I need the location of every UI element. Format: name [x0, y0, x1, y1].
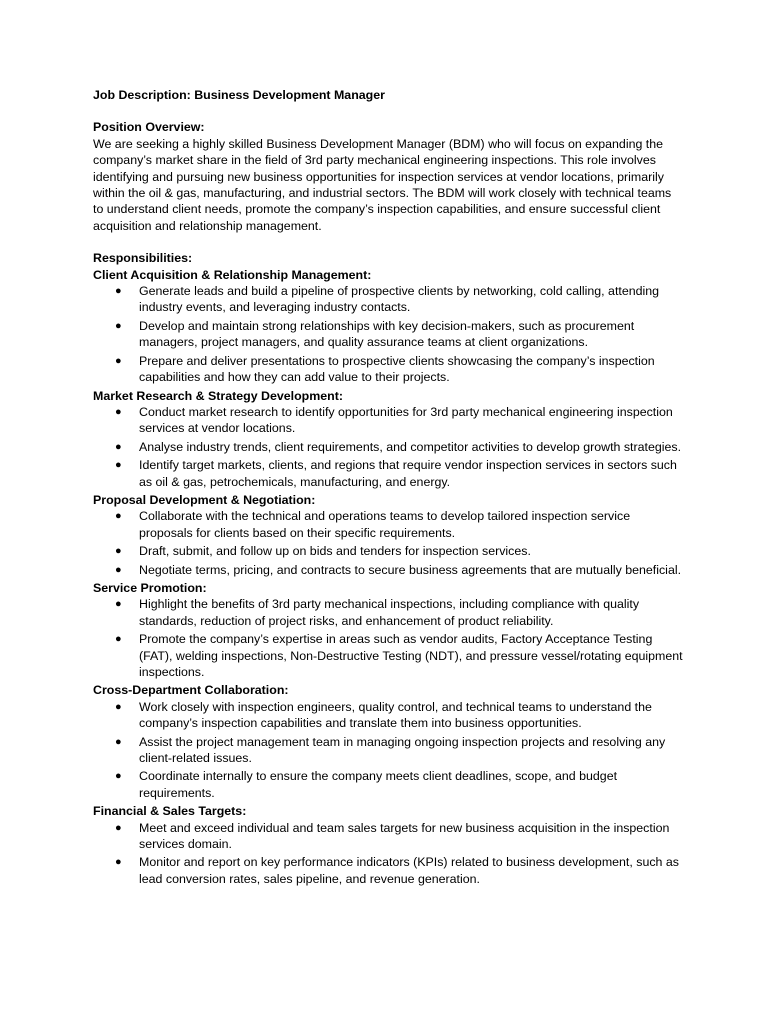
bullet-icon: ●: [115, 563, 122, 576]
list-item-text: Highlight the benefits of 3rd party mechanical inspections, including compliance with quality standards, reduction of project risks, and enhancement of product reliability.: [139, 597, 640, 628]
responsibility-sections: [93, 267, 683, 888]
list-item-text: Analyse industry trends, client requirements, and competitor activities to develop growth strategies.: [139, 439, 682, 454]
bullet-icon: ●: [115, 770, 122, 783]
bullet-icon: ●: [115, 405, 122, 418]
list-item-text: Monitor and report on key performance indicators (KPIs) related to business development, such as lead conversion rates, sales pipeline, and revenue generation.: [139, 855, 679, 886]
list-item: [93, 404, 683, 437]
section-heading: Market Research & Strategy Development:: [93, 388, 343, 403]
bullet-icon: ●: [115, 633, 122, 646]
list-item: [93, 820, 683, 853]
list-item-text: Collaborate with the technical and operations teams to develop tailored inspection service proposals for clients based on their specific requirements.: [139, 509, 631, 540]
section-heading: Cross-Department Collaboration:: [93, 683, 289, 698]
list-item-text: Assist the project management team in managing ongoing inspection projects and resolving any client-related issues.: [139, 734, 666, 766]
bullet-icon: ●: [115, 545, 122, 558]
bullet-icon: ●: [115, 440, 122, 453]
list-item-text: Work closely with inspection engineers, quality control, and technical teams to understand the company’s inspection capabilities and translate them into business opportunities.: [139, 699, 652, 731]
section-heading: Financial & Sales Targets:: [93, 804, 247, 819]
list-item-text: Develop and maintain strong relationships with key decision-makers, such as procurement managers, project managers, and quality assurance teams at client organizations.: [139, 318, 635, 350]
list-item-text: Promote the company’s expertise in areas such as vendor audits, Factory Acceptance Testing (FAT), welding inspections, Non-Destructive Testing (NDT), and pressure vessel/rotating equipment inspections.: [139, 632, 683, 679]
list-item: [93, 596, 683, 629]
bullet-icon: ●: [115, 459, 122, 472]
list-item: [93, 457, 683, 490]
list-item-text: Generate leads and build a pipeline of prospective clients by networking, cold calling, attending industry events, and leveraging industry contacts.: [139, 284, 660, 315]
list-item-text: Coordinate internally to ensure the company meets client deadlines, scope, and budget requirements.: [139, 769, 618, 800]
bullet-list: [93, 508, 683, 578]
list-item-text: Prepare and deliver presentations to prospective clients showcasing the company’s inspection capabilities and how they can add value to their projects.: [139, 353, 655, 385]
bullet-icon: ●: [115, 735, 122, 748]
list-item: [93, 508, 683, 541]
list-item: [93, 353, 683, 386]
bullet-icon: ●: [115, 821, 122, 834]
spacer: [93, 103, 683, 119]
bullet-icon: ●: [115, 598, 122, 611]
list-item: [93, 768, 683, 801]
list-item: [93, 543, 683, 559]
list-item: [93, 562, 683, 578]
list-item-text: Negotiate terms, pricing, and contracts to secure business agreements that are mutually beneficial.: [139, 562, 682, 577]
bullet-list: [93, 283, 683, 385]
list-item: [93, 734, 683, 767]
bullet-icon: ●: [115, 856, 122, 869]
overview-heading: Position Overview:: [93, 120, 205, 135]
list-item: [93, 631, 683, 680]
bullet-icon: ●: [115, 285, 122, 298]
bullet-icon: ●: [115, 700, 122, 713]
list-item: [93, 439, 683, 455]
list-item-text: Meet and exceed individual and team sales targets for new business acquisition in the inspection services domain.: [139, 820, 670, 852]
bullet-list: [93, 404, 683, 490]
list-item: [93, 283, 683, 316]
section-heading: Client Acquisition & Relationship Management:: [93, 267, 372, 282]
document-body: [93, 87, 683, 889]
bullet-icon: ●: [115, 319, 122, 332]
bullet-list: [93, 699, 683, 801]
list-item-text: Conduct market research to identify opportunities for 3rd party mechanical engineering inspection services at vendor locations.: [139, 404, 673, 436]
section-heading: Proposal Development & Negotiation:: [93, 492, 316, 507]
bullet-list: [93, 820, 683, 888]
overview-paragraph: We are seeking a highly skilled Business Development Manager (BDM) who will focus on expanding the company’s market share in the field of 3rd party mechanical engineering inspections. This role involves identifying and pursuing new business opportunities for inspection services at vendor locations, primarily within the oil & gas, manufacturing, and industrial sectors. The BDM will work closely with technical teams to understand client needs, promote the company’s inspection capabilities, and ensure successful client acquisition and relationship management.: [93, 136, 672, 233]
spacer: [93, 234, 683, 250]
document-title: Job Description: Business Development Manager: [93, 88, 385, 102]
responsibilities-heading: Responsibilities:: [93, 251, 193, 266]
section-heading: Service Promotion:: [93, 580, 207, 595]
list-item: [93, 318, 683, 351]
list-item-text: Draft, submit, and follow up on bids and tenders for inspection services.: [139, 544, 531, 559]
bullet-list: [93, 596, 683, 680]
list-item-text: Identify target markets, clients, and regions that require vendor inspection services in sectors such as oil & gas, petrochemicals, manufacturing, and energy.: [139, 458, 677, 489]
list-item: [93, 854, 683, 887]
bullet-icon: ●: [115, 354, 122, 367]
bullet-icon: ●: [115, 510, 122, 523]
list-item: [93, 699, 683, 732]
